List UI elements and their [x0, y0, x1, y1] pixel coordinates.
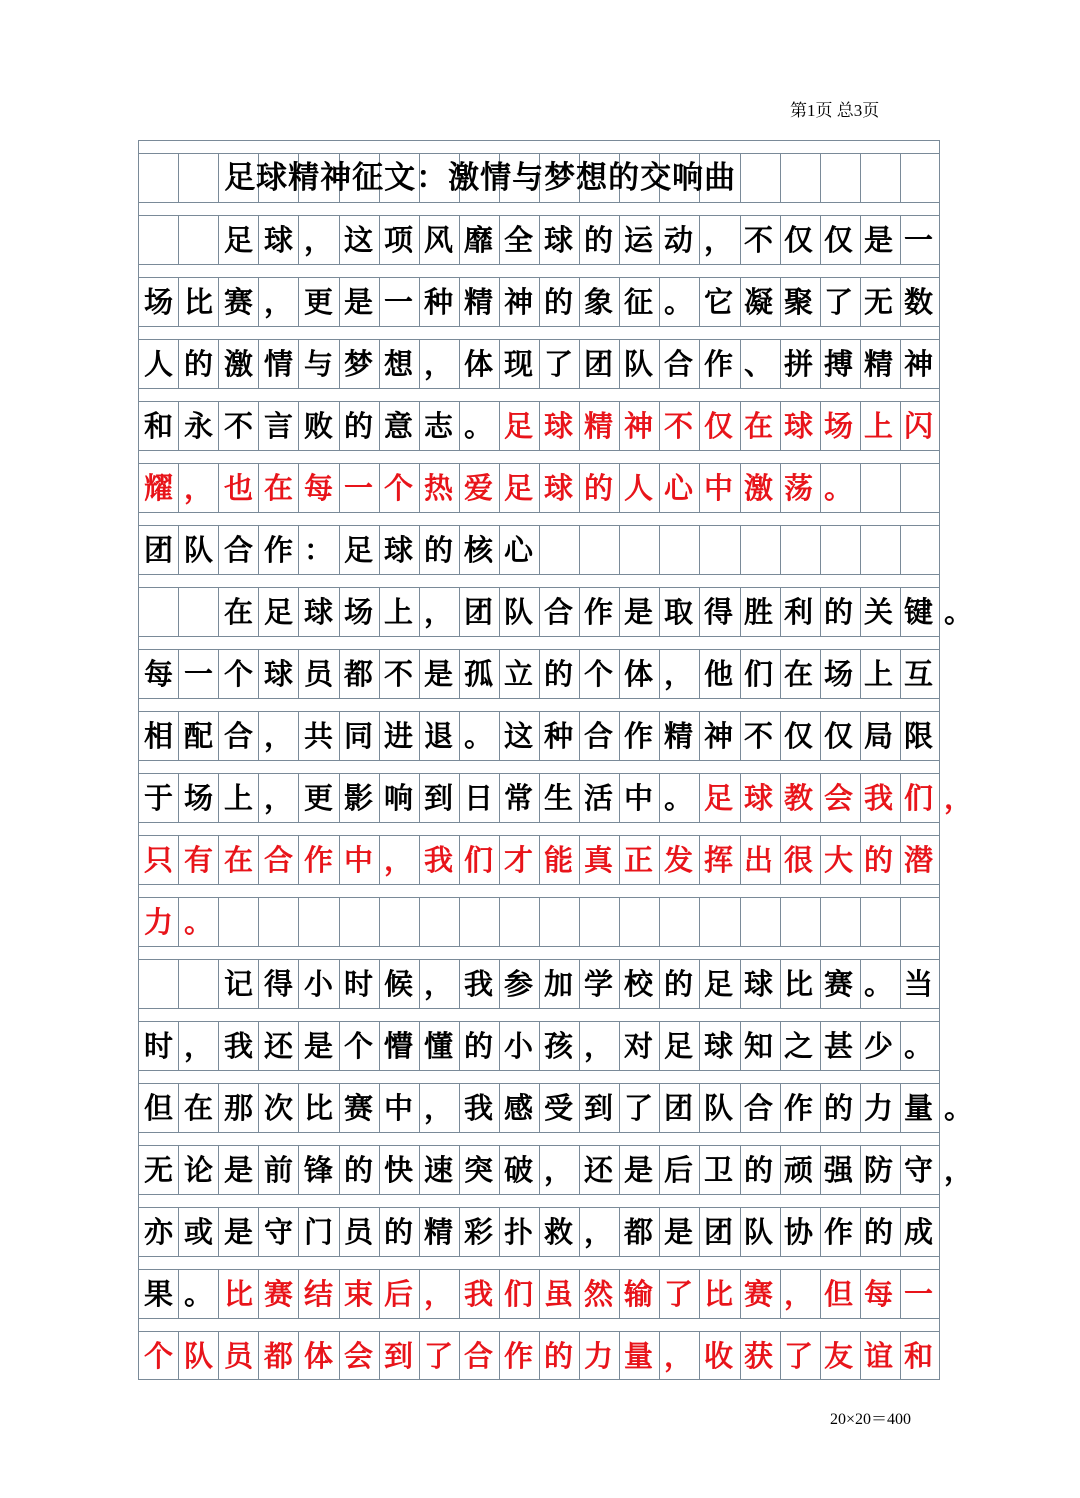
grid-cell [900, 526, 940, 574]
grid-cell [339, 898, 379, 946]
row-gap [138, 264, 940, 278]
grid-cell [699, 898, 739, 946]
essay-line [144, 960, 944, 1008]
grid-cell [780, 898, 820, 946]
row-gap [138, 946, 940, 960]
line-text: 足球，这项风靡全球的运动，不仅仅是一 [144, 223, 945, 257]
grid-cell [298, 898, 338, 946]
essay-line [144, 402, 944, 450]
grid-cell [579, 526, 619, 574]
overflow-punctuation: ， [944, 781, 974, 815]
row-gap [138, 1132, 940, 1146]
row-gap [138, 1070, 940, 1084]
overflow-punctuation: ， [944, 1153, 974, 1187]
grid-cell [780, 154, 820, 202]
row-gap [138, 884, 940, 898]
essay-line [144, 1332, 944, 1380]
row-gap [138, 202, 940, 216]
essay-line [144, 526, 544, 574]
grid-cell [860, 898, 900, 946]
row-cells [138, 898, 940, 946]
grid-cell [900, 154, 940, 202]
grid-cell [860, 526, 900, 574]
row-gap [138, 822, 940, 836]
line-text: 果。 [144, 1277, 225, 1311]
row-gap [138, 326, 940, 340]
grid-cell [379, 898, 419, 946]
grid-cell [258, 898, 298, 946]
line-text: 相配合，共同进退。这种合作精神不仅仅局限 [144, 719, 945, 753]
line-text: 亦或是守门员的精彩扑救，都是团队协作的成 [144, 1215, 945, 1249]
grid-cell [820, 898, 860, 946]
overflow-punctuation: 。 [944, 1091, 974, 1125]
grid-cell [539, 526, 579, 574]
line-text: 和永不言败的意志。 [144, 409, 505, 443]
line-text: 无论是前锋的快速突破，还是后卫的顽强防守 [144, 1153, 945, 1187]
grid-cell [860, 154, 900, 202]
essay-title: 足球精神征文：激情与梦想的交响曲 [224, 160, 737, 196]
grid-cell [539, 898, 579, 946]
essay-line [144, 1084, 944, 1132]
grid-cell [740, 898, 780, 946]
grid-cell [820, 154, 860, 202]
essay-line [144, 1146, 944, 1194]
row-gap [138, 636, 940, 650]
row-gap [138, 512, 940, 526]
overflow-punctuation: 。 [944, 595, 974, 629]
essay-line [144, 774, 944, 822]
line-text: 场比赛，更是一种精神的象征。它凝聚了无数 [144, 285, 945, 319]
grid-cell [419, 898, 459, 946]
grid-cell [900, 464, 940, 512]
line-text-highlight: 耀，也在每一个热爱足球的人心中激荡。 [144, 471, 865, 505]
line-text: 时，我还是个懵懂的小孩，对足球知之甚少。 [144, 1029, 945, 1063]
row-gap [138, 140, 940, 154]
essay-line [144, 588, 944, 636]
grid-cell [579, 898, 619, 946]
row-gap [138, 388, 940, 402]
grid-cell [499, 898, 539, 946]
grid-row [138, 884, 940, 946]
essay-line [144, 650, 944, 698]
line-text-highlight: 比赛结束后，我们虽然输了比赛，但每一 [224, 1277, 945, 1311]
essay-line [144, 898, 224, 946]
essay-line [144, 1270, 944, 1318]
grid-cell [780, 526, 820, 574]
row-gap [138, 1194, 940, 1208]
essay-line [144, 278, 944, 326]
essay-line [144, 836, 944, 884]
grid-cell [740, 154, 780, 202]
essay-line [144, 340, 944, 388]
line-text: 记得小时候，我参加学校的足球比赛。当 [144, 967, 945, 1001]
line-text: 人的激情与梦想，体现了团队合作、拼搏精神 [144, 347, 945, 381]
grid-cell [659, 526, 699, 574]
row-gap [138, 450, 940, 464]
essay-line [144, 216, 944, 264]
grid-cell [459, 898, 499, 946]
grid-cell [820, 526, 860, 574]
row-gap [138, 574, 940, 588]
row-gap [138, 1318, 940, 1332]
line-text-highlight: 足球精神不仅在球场上闪 [504, 409, 945, 443]
row-gap [138, 698, 940, 712]
essay-line [144, 1208, 944, 1256]
line-text-highlight: 力。 [144, 905, 225, 939]
row-gap [138, 1256, 940, 1270]
manuscript-grid [138, 140, 940, 1380]
grid-cell [740, 526, 780, 574]
row-gap [138, 760, 940, 774]
line-text-highlight: 只有在合作中，我们才能真正发挥出很大的潜 [144, 843, 945, 877]
grid-cell [659, 898, 699, 946]
line-text: 团队合作：足球的核心 [144, 533, 545, 567]
page-indicator: 第1页 总3页 [790, 101, 880, 120]
grid-cell [619, 526, 659, 574]
line-text-highlight: 个队员都体会到了合作的力量，收获了友谊和 [144, 1339, 945, 1373]
grid-cell [699, 526, 739, 574]
line-text: 在足球场上，团队合作是取得胜利的关键 [144, 595, 945, 629]
grid-cell [619, 898, 659, 946]
essay-line [144, 1022, 944, 1070]
grid-spec: 20×20＝400 [830, 1411, 912, 1428]
grid-cell [860, 464, 900, 512]
line-text: 但在那次比赛中，我感受到了团队合作的力量 [144, 1091, 945, 1125]
grid-cell [178, 154, 218, 202]
grid-cell [218, 898, 258, 946]
line-text: 于场上，更影响到日常生活中。 [144, 781, 705, 815]
row-gap [138, 1008, 940, 1022]
grid-cell [900, 898, 940, 946]
essay-line [144, 464, 864, 512]
line-text-highlight: 足球教会我们 [704, 781, 945, 815]
line-text: 每一个球员都不是孤立的个体，他们在场上互 [144, 657, 945, 691]
grid-cell [138, 154, 178, 202]
essay-line [144, 712, 944, 760]
